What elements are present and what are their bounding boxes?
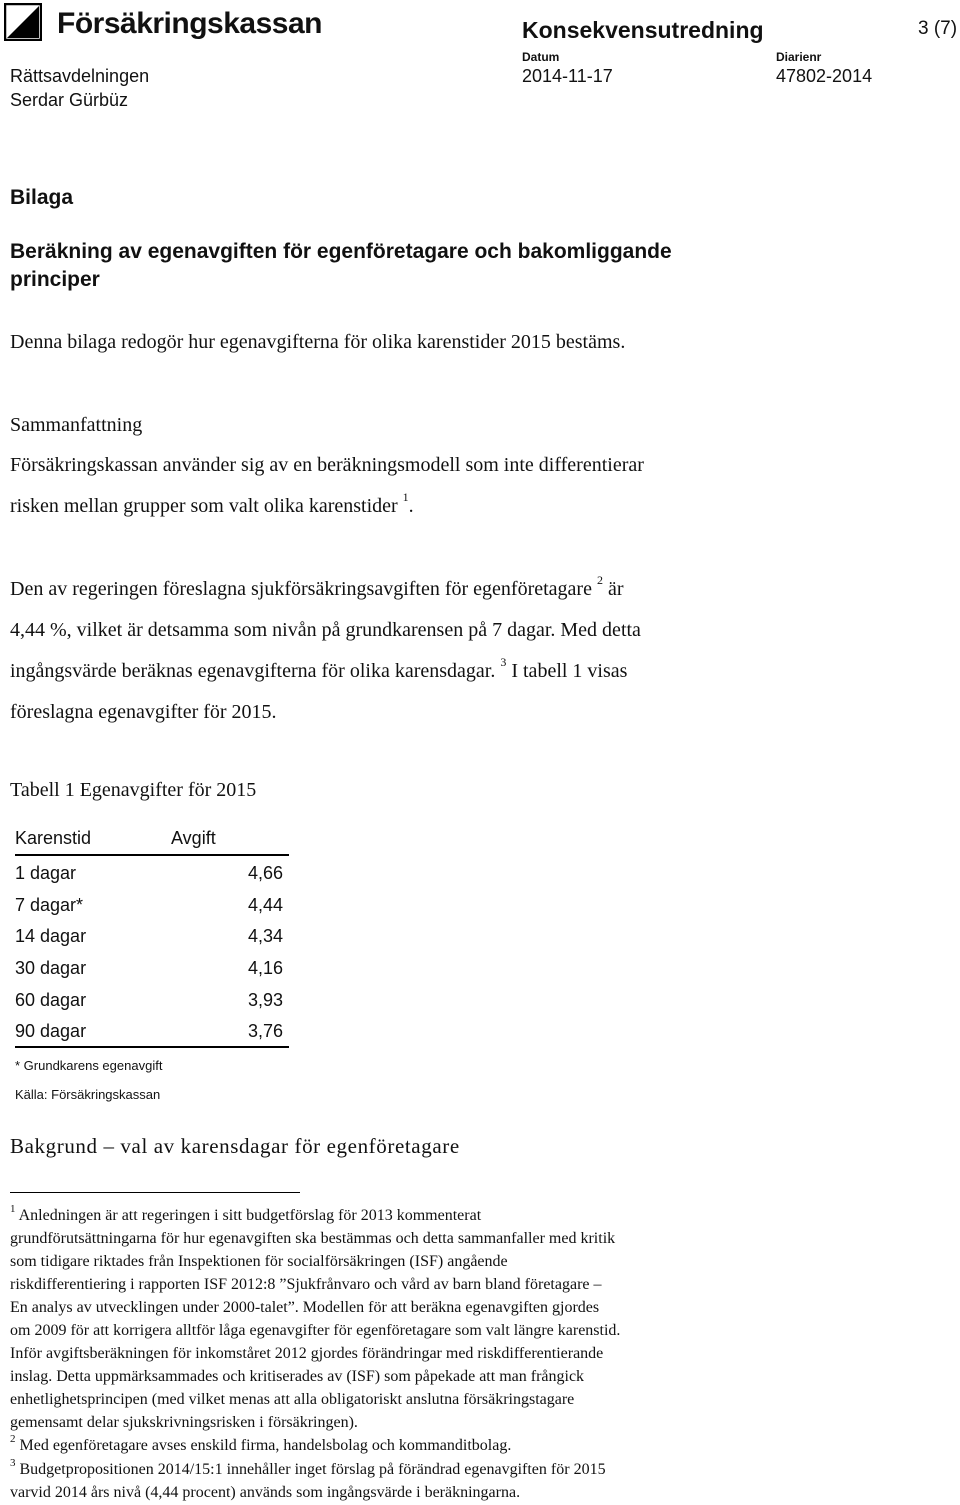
page-number: 3 (7) xyxy=(918,18,958,39)
table-cell-karenstid: 1 dagar xyxy=(15,863,77,883)
author: Serdar Gürbüz xyxy=(10,90,129,110)
main-line-3-text: ingångsvärde beräknas egenavgifterna för olika karensdagar. xyxy=(10,660,496,682)
summary-line-1: Försäkringskassan använder sig av en beräkningsmodell som inte differentierar xyxy=(10,454,644,476)
main-line-2: 4,44 %, vilket är detsamma som nivån på grundkarensen på 7 dagar. Med detta xyxy=(10,619,641,641)
summary-line-2-text: risken mellan grupper som valt olika karenstider xyxy=(10,495,398,517)
date-label: Datum xyxy=(522,50,560,64)
table-caption: Tabell 1 Egenavgifter för 2015 xyxy=(10,779,257,801)
footnote-ref-3[interactable]: 3 xyxy=(500,655,507,670)
table-bottom-rule xyxy=(15,1046,289,1048)
logo-text: Försäkringskassan xyxy=(57,7,322,40)
footnote-3-number: 3 xyxy=(10,1456,16,1469)
diarienr-value: 47802-2014 xyxy=(776,66,873,86)
summary-line-2 xyxy=(10,486,644,527)
footnote-separator xyxy=(10,1192,300,1193)
section-heading xyxy=(10,238,672,294)
main-line-1 xyxy=(10,569,641,610)
footnote-1-line: grundförutsättningarna för hur egenavgiften ska bestämmas och detta sammanfaller med kritik xyxy=(10,1230,616,1247)
footnote-3-text: Budgetpropositionen 2014/15:1 innehåller inget förslag på förändrad egenavgiften för 2015 xyxy=(15,1461,606,1478)
footnote-1-line: enhetlighetsprincipen (med vilket menas att alla obligatoriskt anslutna försäkringstagare xyxy=(10,1391,575,1408)
footnote-ref-1[interactable]: 1 xyxy=(402,490,409,505)
main-line-1-text: Den av regeringen föreslagna sjukförsäkringsavgiften för egenföretagare xyxy=(10,578,592,600)
background-heading: Bakgrund – val av karensdagar för egenföretagare xyxy=(10,1134,460,1158)
footnote-1-line: En analys av utvecklingen under 2000-talet”. Modellen för att beräkna egenavgiften gjordes xyxy=(10,1299,600,1316)
main-line-3 xyxy=(10,651,641,692)
department: Rättsavdelningen xyxy=(10,66,150,86)
footnote-ref-2[interactable]: 2 xyxy=(596,573,603,588)
footnote-1-line: om 2009 för att korrigera alltför låga egenavgifter för egenföretagare som valt längre karenstid. xyxy=(10,1322,621,1339)
table-cell-avgift: 4,16 xyxy=(247,958,283,979)
footnote-2-number: 2 xyxy=(10,1432,16,1445)
table-cell-karenstid: 30 dagar xyxy=(15,958,87,979)
table-cell-karenstid: 14 dagar xyxy=(15,926,87,947)
footnote-1-line: Inför avgiftsberäkningen för inkomståret 2012 gjordes förändringar med riskdifferentierande xyxy=(10,1345,604,1362)
table-cell-karenstid: 7 dagar* xyxy=(15,894,84,915)
footnote-1-line: gemensamt delar sjukskrivningsrisken i försäkringen). xyxy=(10,1414,358,1431)
intro-paragraph: Denna bilaga redogör hur egenavgifterna för olika karenstider 2015 bestäms. xyxy=(10,331,626,353)
summary-end: . xyxy=(408,495,414,517)
footnote-1-line: som tidigare riktades från Inspektionen för socialförsäkringen (ISF) angående xyxy=(10,1253,508,1270)
table-row xyxy=(15,1014,289,1046)
column-header-karenstid: Karenstid xyxy=(15,828,92,848)
appendix-title: Bilaga xyxy=(10,186,74,209)
main-line-1-end: är xyxy=(602,578,624,600)
table-cell-avgift: 4,44 xyxy=(247,894,283,915)
main-line-4: föreslagna egenavgifter för 2015. xyxy=(10,701,277,723)
summary-heading: Sammanfattning xyxy=(10,414,143,436)
footnote-2-text: Med egenföretagare avses enskild firma, handelsbolag och kommanditbolag. xyxy=(15,1437,512,1454)
table-row xyxy=(15,888,289,920)
footnote-3-line: varvid 2014 års nivå (4,44 procent) används som ingångsvärde i beräkningarna. xyxy=(10,1484,521,1501)
heading-line-2: principer xyxy=(10,268,100,291)
table-source: Källa: Försäkringskassan xyxy=(15,1087,161,1102)
table-cell-karenstid: 90 dagar xyxy=(15,1021,87,1042)
table-row xyxy=(15,919,289,951)
summary-paragraph xyxy=(10,445,644,527)
footnote-3 xyxy=(10,1458,606,1504)
column-header-avgift: Avgift xyxy=(171,828,216,848)
table-cell-avgift: 4,34 xyxy=(247,926,283,947)
diarienr-label: Diarienr xyxy=(776,50,822,64)
footnote-3-line xyxy=(10,1458,606,1481)
date-value: 2014-11-17 xyxy=(522,66,613,86)
footnote-1-line xyxy=(10,1204,620,1227)
table-cell-avgift: 4,66 xyxy=(247,863,283,883)
main-paragraph xyxy=(10,569,641,733)
table-cell-avgift: 3,93 xyxy=(247,989,283,1010)
footnote-1-number: 1 xyxy=(10,1202,16,1215)
table-header xyxy=(15,827,289,856)
table-row xyxy=(15,983,289,1015)
footnote-1-line: riskdifferentiering i rapporten ISF 2012:8 ”Sjukfrånvaro och vård av barn bland företagare – xyxy=(10,1276,602,1293)
logo-icon xyxy=(4,3,42,41)
fee-table xyxy=(15,827,289,1048)
main-line-3-end: I tabell 1 visas xyxy=(506,660,628,682)
table-note: * Grundkarens egenavgift xyxy=(15,1058,163,1073)
table-row xyxy=(15,951,289,983)
footnote-1-text: Anledningen är att regeringen i sitt budgetförslag för 2013 kommenterat xyxy=(15,1207,482,1224)
table-cell-karenstid: 60 dagar xyxy=(15,989,87,1010)
footnote-2 xyxy=(10,1434,511,1457)
table-cell-avgift: 3,76 xyxy=(247,1021,283,1042)
footnote-1 xyxy=(10,1204,620,1434)
footnote-1-line: inslag. Detta uppmärksammades och kritiserades av (ISF) som påpekade att man frångick xyxy=(10,1368,585,1385)
document-type: Konsekvensutredning xyxy=(522,17,764,43)
table-row xyxy=(15,856,289,888)
heading-line-1: Beräkning av egenavgiften för egenföretagare och bakomliggande xyxy=(10,240,672,263)
